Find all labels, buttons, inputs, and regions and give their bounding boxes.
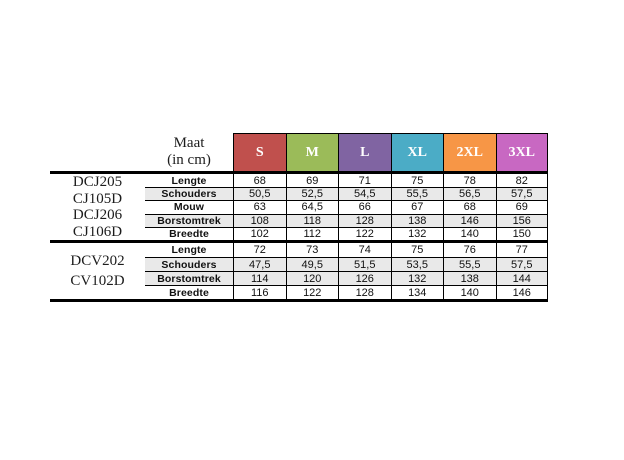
measurement-row-breedte [145, 227, 548, 240]
measurement-row-schouders [145, 257, 548, 271]
measurement-value: 150 [496, 228, 549, 240]
size-header-3xl-label: 3XL [508, 144, 535, 160]
measurement-value: 82 [496, 174, 549, 187]
measurement-label: Breedte [169, 286, 209, 299]
measurement-value: 120 [286, 272, 339, 285]
measurement-value: 76 [443, 243, 496, 257]
measurement-row-schouders [145, 187, 548, 200]
measurement-value: 102 [233, 228, 286, 240]
measurement-value: 156 [496, 215, 549, 227]
measurement-value: 122 [286, 286, 339, 299]
measurement-value: 146 [443, 215, 496, 227]
measurement-value: 66 [338, 201, 391, 213]
size-unit-header [145, 133, 233, 171]
size-header-2xl [443, 133, 496, 171]
size-header-row [233, 133, 548, 171]
measurement-label: Mouw [173, 201, 205, 214]
measurement-value: 78 [443, 174, 496, 187]
measurement-value: 75 [391, 243, 444, 257]
measurement-value: 128 [338, 215, 391, 227]
measurement-label: Lengte [171, 244, 207, 256]
measurement-row-borstomtrek [145, 271, 548, 285]
measurement-value: 55,5 [443, 258, 496, 271]
measurement-value: 128 [338, 286, 391, 299]
measurement-value: 67 [391, 201, 444, 213]
measurement-value: 126 [338, 272, 391, 285]
model-group-1-labels [50, 174, 145, 240]
measurement-value: 50,5 [233, 188, 286, 200]
measurement-row-mouw [145, 200, 548, 213]
measurement-value: 140 [443, 286, 496, 299]
measurement-label: Breedte [169, 227, 209, 240]
measurement-value: 47,5 [233, 258, 286, 271]
measurement-row-lengte [145, 243, 548, 257]
measurement-value: 74 [338, 243, 391, 257]
size-header-m-label: M [305, 144, 319, 160]
measurement-value: 138 [443, 272, 496, 285]
size-header-xl [391, 133, 444, 171]
size-header-s-label: S [255, 144, 264, 160]
measurement-value: 53,5 [391, 258, 444, 271]
size-chart-table [50, 133, 548, 302]
measurement-value: 72 [233, 243, 286, 257]
measurement-value: 51,5 [338, 258, 391, 271]
model-code: CJ105D [72, 190, 123, 207]
measurement-label: Borstomtrek [157, 214, 221, 227]
measurement-value: 68 [443, 201, 496, 213]
measurement-value: 77 [496, 243, 549, 257]
size-unit-header-line2: (in cm) [167, 152, 211, 168]
measurement-value: 114 [233, 272, 286, 285]
thick-divider-bottom [50, 299, 548, 302]
measurement-value: 49,5 [286, 258, 339, 271]
size-header-s [233, 133, 286, 171]
size-header-2xl-label: 2XL [456, 144, 483, 160]
measurement-value: 118 [286, 215, 339, 227]
size-header-l-label: L [360, 144, 370, 160]
measurement-label: Schouders [161, 258, 217, 271]
model-code: CV102D [70, 273, 125, 289]
measurement-value: 132 [391, 272, 444, 285]
measurement-value: 122 [338, 228, 391, 240]
measurement-value: 132 [391, 228, 444, 240]
model-code: DCJ206 [72, 207, 123, 223]
model-code: DCV202 [70, 253, 125, 269]
size-header-l [338, 133, 391, 171]
measurement-value: 144 [496, 272, 549, 285]
measurement-value: 116 [233, 286, 286, 299]
size-header-3xl [496, 133, 549, 171]
measurement-value: 63 [233, 201, 286, 213]
size-unit-header-line1: Maat [173, 135, 205, 151]
measurement-label: Schouders [161, 188, 217, 201]
measurement-value: 134 [391, 286, 444, 299]
measurement-value: 68 [233, 174, 286, 187]
measurement-value: 69 [496, 201, 549, 213]
measurement-value: 57,5 [496, 258, 549, 271]
model-code: CJ106D [72, 223, 123, 240]
measurement-row-borstomtrek [145, 214, 548, 227]
size-header-xl-label: XL [407, 144, 427, 160]
measurement-value: 146 [496, 286, 549, 299]
measurement-value: 73 [286, 243, 339, 257]
measurement-row-lengte [145, 174, 548, 187]
measurement-value: 55,5 [391, 188, 444, 200]
measurement-value: 56,5 [443, 188, 496, 200]
size-header-m [286, 133, 339, 171]
measurement-value: 64,5 [286, 201, 339, 213]
measurement-label: Lengte [171, 174, 207, 187]
measurement-value: 138 [391, 215, 444, 227]
measurement-value: 140 [443, 228, 496, 240]
measurement-value: 112 [286, 228, 339, 240]
measurement-value: 57,5 [496, 188, 549, 200]
measurement-value: 52,5 [286, 188, 339, 200]
measurement-value: 69 [286, 174, 339, 187]
measurement-row-breedte [145, 285, 548, 299]
measurement-label: Borstomtrek [157, 272, 221, 285]
measurement-value: 54,5 [338, 188, 391, 200]
measurement-value: 75 [391, 174, 444, 187]
measurement-value: 108 [233, 215, 286, 227]
model-code: DCJ205 [72, 174, 123, 190]
model-group-2-labels [50, 243, 145, 299]
measurement-value: 71 [338, 174, 391, 187]
